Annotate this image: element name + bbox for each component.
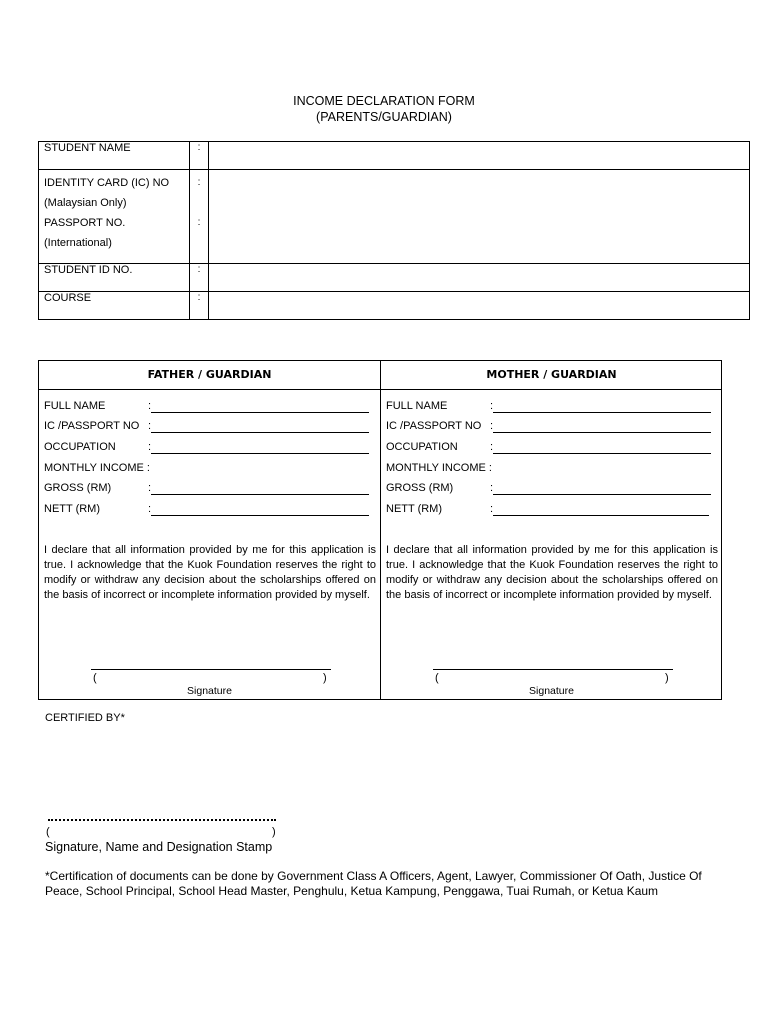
passport-no-label: PASSPORT NO. [44,217,126,229]
father-nett-row: NETT (RM) : [44,502,369,516]
certified-by-label: CERTIFIED BY* [45,712,125,724]
form-title: INCOME DECLARATION FORM [293,94,475,108]
mother-column [381,361,722,699]
mother-gross-field[interactable] [493,483,711,495]
father-nett-label: NETT (RM) [44,503,101,515]
certifier-paren-open: ( [46,826,50,838]
parents-section [38,360,722,700]
student-name-field[interactable] [209,142,750,170]
mother-ic-field[interactable] [493,421,711,433]
certifier-paren-close: ) [272,826,276,838]
student-name-label: STUDENT NAME [39,142,190,170]
id-colons-cell [190,170,209,264]
mother-declaration: I declare that all information provided by me for this application is true. I acknowledge that the Kuok Foundation reserves the right to modify or withdraw any decision about the scholarships offered on the basis of incorrect or incomplete information provided by myself. [386,544,718,601]
mother-full-name-label: FULL NAME [386,400,448,412]
father-gross-label: GROSS (RM) [44,482,112,494]
father-occupation-label: OCCUPATION [44,441,116,453]
mother-occupation-row: OCCUPATION : [386,440,711,454]
father-ic-field[interactable] [151,421,369,433]
ic-no-colon: : [197,177,201,188]
course-label: COURSE [39,292,190,320]
father-paren-close: ) [323,672,327,684]
mother-nett-label: NETT (RM) [386,503,443,515]
student-id-label: STUDENT ID NO. [39,264,190,292]
mother-ic-label: IC /PASSPORT NO [386,420,482,432]
passport-no-colon: : [197,217,201,228]
father-heading: FATHER / GUARDIAN [39,361,380,390]
mother-gross-label: GROSS (RM) [386,482,454,494]
father-monthly-income-label: MONTHLY INCOME : [44,462,150,474]
father-signature-label: Signature [187,685,232,697]
mother-full-name-row: FULL NAME : [386,399,711,413]
stamp-label: Signature, Name and Designation Stamp [45,840,273,854]
father-ic-label: IC /PASSPORT NO [44,420,140,432]
form-subtitle: (PARENTS/GUARDIAN) [316,110,452,124]
course-colon: : [190,292,209,320]
father-nett-field[interactable] [151,504,369,516]
mother-occupation-field[interactable] [493,442,711,454]
student-id-colon: : [190,264,209,292]
course-field[interactable] [209,292,750,320]
id-passport-field[interactable] [209,170,750,264]
mother-ic-row: IC /PASSPORT NO : [386,419,711,433]
student-info-table [38,141,750,320]
father-ic-row: IC /PASSPORT NO : [44,419,369,433]
father-column [39,361,381,699]
mother-nett-row: NETT (RM) : [386,502,709,516]
father-gross-field[interactable] [151,483,369,495]
mother-full-name-field[interactable] [493,401,711,413]
father-signature-line[interactable] [91,669,331,670]
certification-footnote: *Certification of documents can be done by Government Class A Officers, Agent, Lawyer, Commissioner Of Oath, Justice Of Peace, School Principal, School Head Master, Penghulu, Ketua Kampung, Penggawa, Tuai Rumah, or Ketua Kaum [45,869,702,898]
mother-paren-close: ) [665,672,669,684]
ic-note-label: (Malaysian Only) [44,197,127,209]
mother-nett-field[interactable] [493,504,709,516]
father-paren-open: ( [93,672,97,684]
student-id-field[interactable] [209,264,750,292]
father-full-name-label: FULL NAME [44,400,106,412]
mother-signature-label: Signature [529,685,574,697]
father-occupation-row: OCCUPATION : [44,440,369,454]
mother-paren-open: ( [435,672,439,684]
mother-gross-row: GROSS (RM) : [386,481,711,495]
mother-occupation-label: OCCUPATION [386,441,458,453]
father-full-name-row: FULL NAME : [44,399,369,413]
certifier-signature-line[interactable] [48,815,276,821]
father-declaration: I declare that all information provided by me for this application is true. I acknowledge that the Kuok Foundation reserves the right to modify or withdraw any decision about the scholarships offered on the basis of incorrect or incomplete information provided by myself. [44,544,376,601]
passport-note-label: (International) [44,237,112,249]
mother-heading: MOTHER / GUARDIAN [381,361,722,390]
mother-monthly-income-label: MONTHLY INCOME : [386,462,492,474]
ic-no-label: IDENTITY CARD (IC) NO [44,177,170,189]
mother-signature-line[interactable] [433,669,673,670]
student-name-colon: : [190,142,209,170]
father-full-name-field[interactable] [151,401,369,413]
father-occupation-field[interactable] [151,442,369,454]
id-labels-cell [39,170,190,264]
father-gross-row: GROSS (RM) : [44,481,369,495]
